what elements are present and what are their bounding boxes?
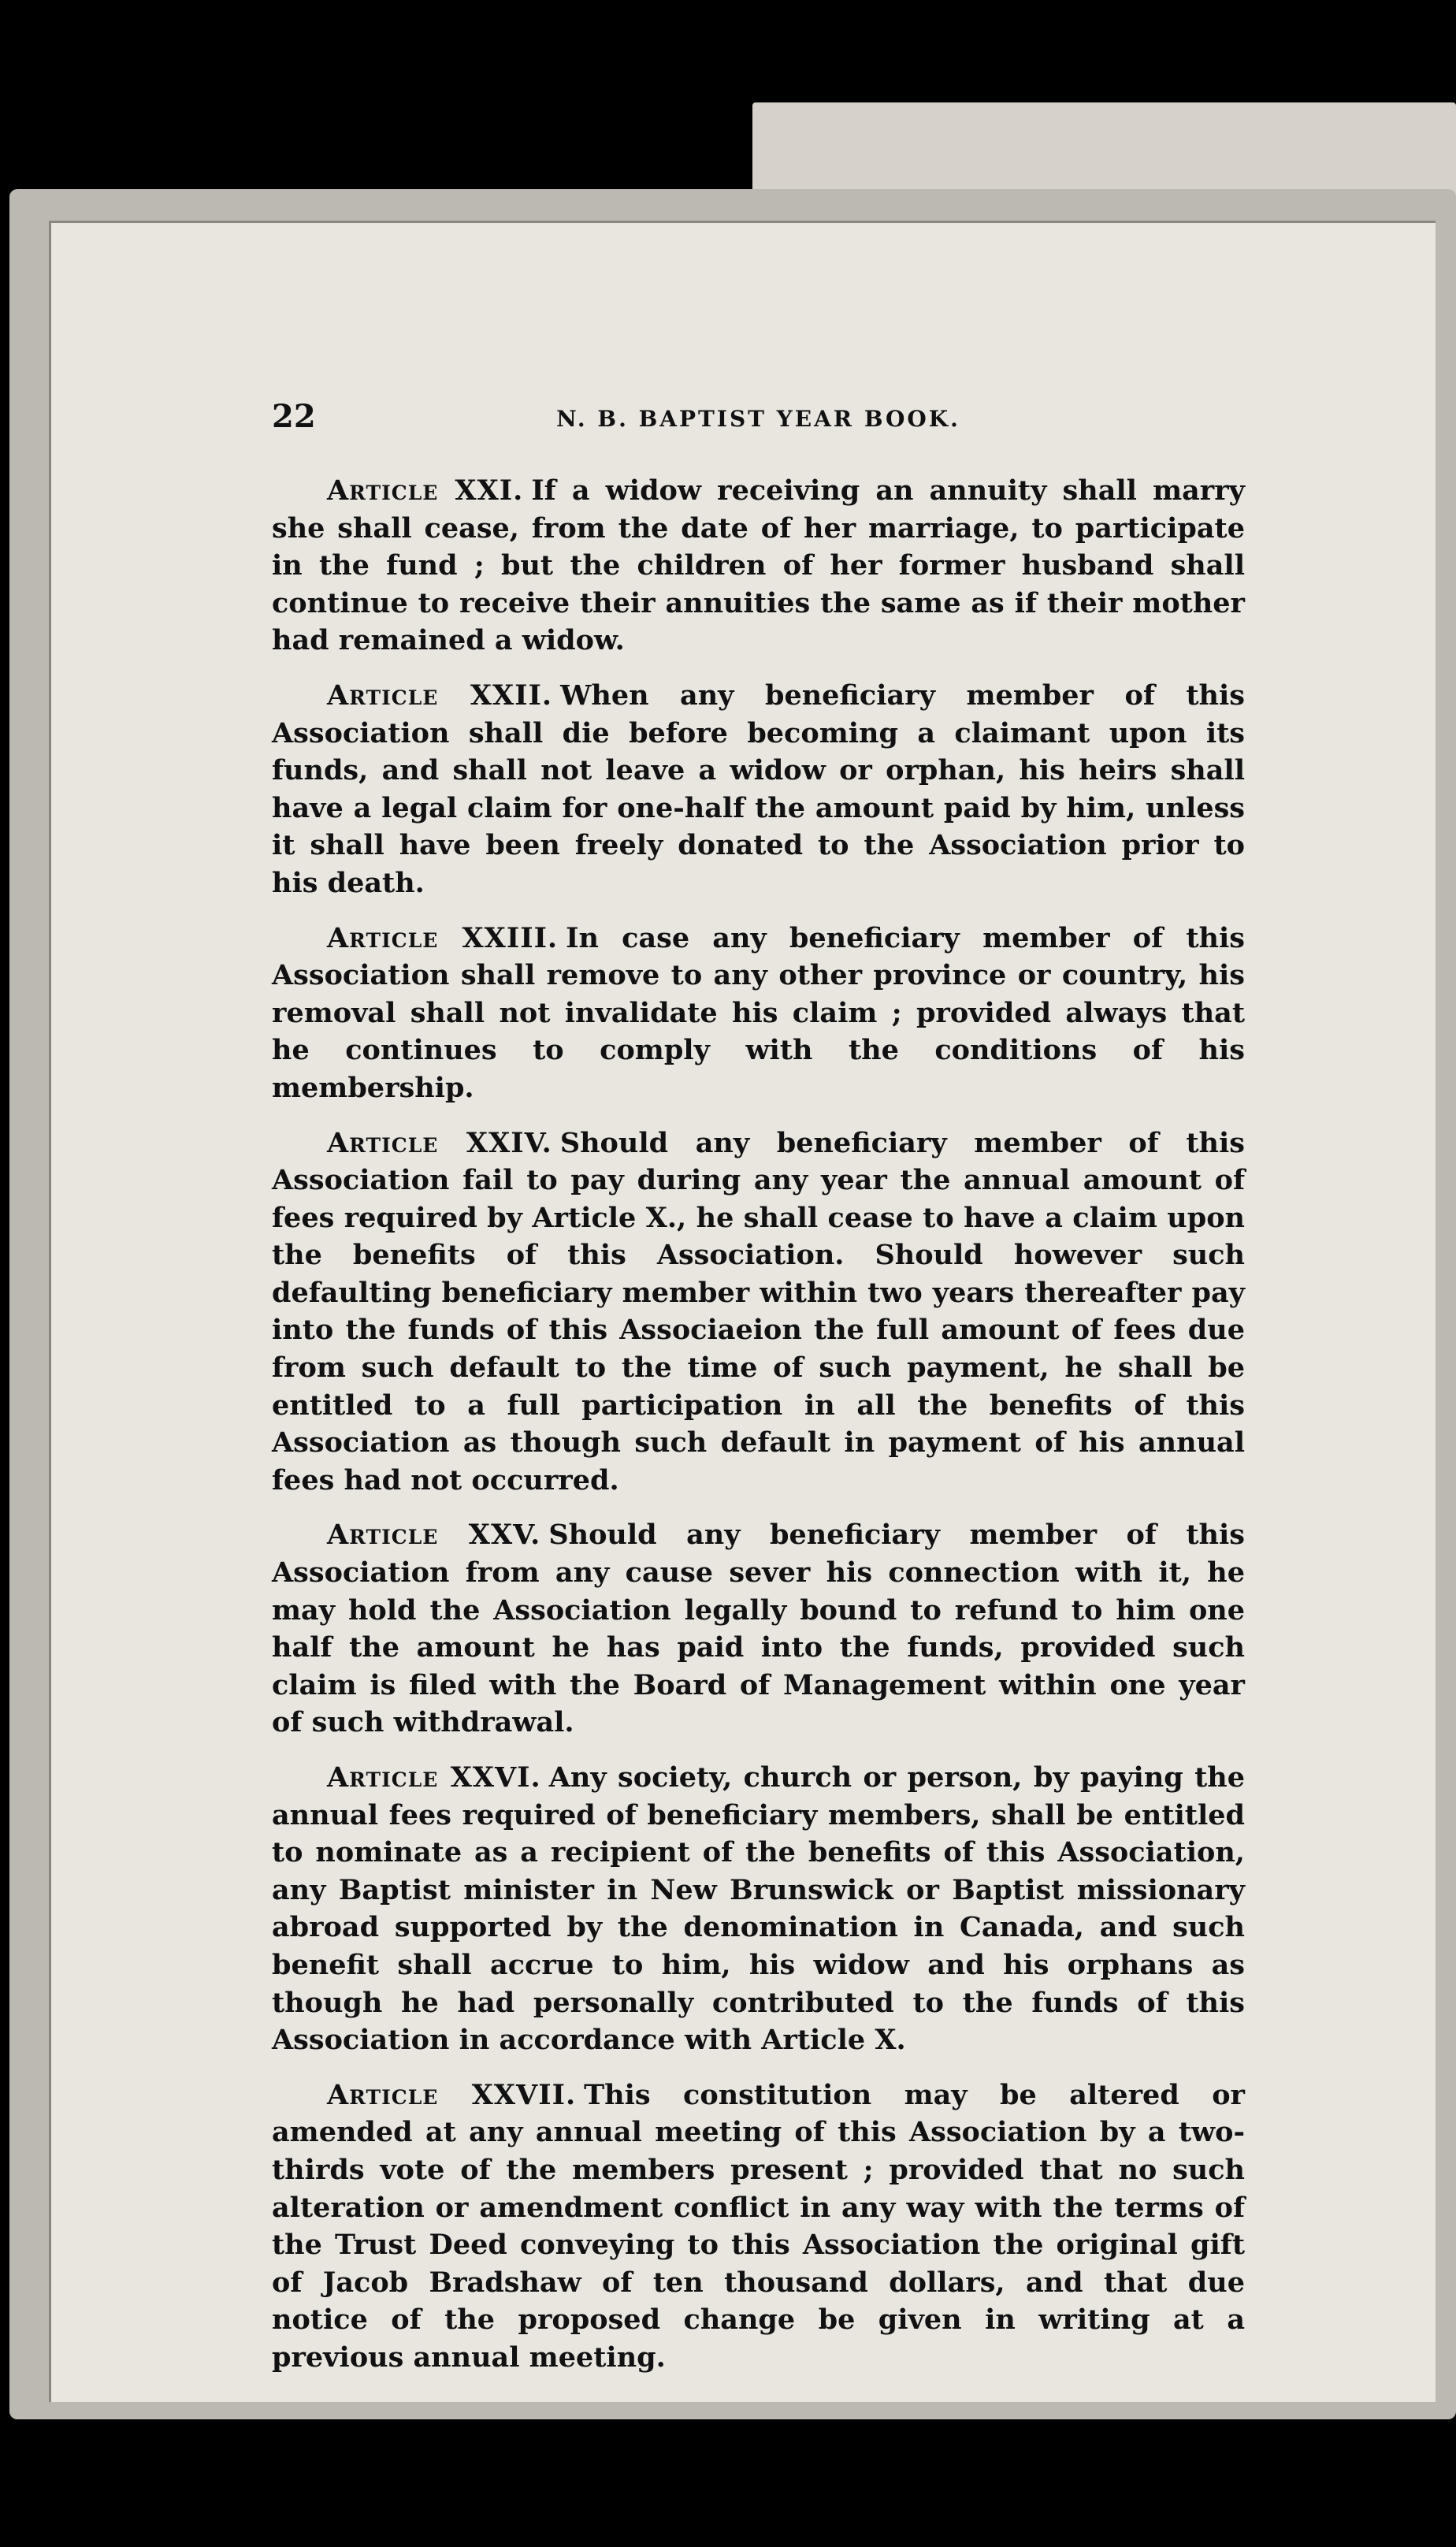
article-xxiv	[272, 1125, 1245, 1500]
article-xxii	[272, 677, 1245, 902]
article-label: Article XXVII.	[327, 2078, 577, 2111]
article-text: In case any beneficiary member of this Association shall remove to any other province or country, his removal shall not invalidate his claim ; provided always that he continues to comply with the conditions of his membership.	[272, 921, 1245, 1104]
page-number: 22	[272, 398, 316, 435]
article-label: Article XXV.	[327, 1519, 541, 1552]
running-head	[272, 398, 1245, 442]
article-text: When any beneficiary member of this Association shall die before becoming a claimant upon its funds, and shall not leave a widow or orphan, his heirs shall have a legal claim for one-half the amount paid by him, unless it shall have been freely donated to the Association prior to his death.	[272, 679, 1245, 899]
header-title: N. B. BAPTIST YEAR BOOK.	[556, 406, 960, 432]
article-text: Should any beneficiary member of this Association fail to pay during any year the annual amount of fees required by Article X., he shall cease to have a claim upon the benefits of this Association. Should however such defaulting beneficiary member within two years thereafter pay into the funds of this Associaeion the full amount of fees due from such default to the time of such payment, he shall be entitled to a full participation in all the benefits of this Association as though such default in payment of his annual fees had not occurred.	[272, 1126, 1245, 1497]
article-text: If a widow receiving an annuity shall marry she shall cease, from the date of her marriage, to participate in the fund ; but the children of her former husband shall continue to receive their annuities the same as if their mother had remained a widow.	[272, 474, 1246, 657]
page-content	[272, 398, 1245, 2394]
article-label: Article XXII.	[327, 679, 553, 712]
article-label: Article XXIII.	[327, 921, 559, 954]
article-label: Article XXVI.	[327, 1761, 541, 1794]
article-xxv	[272, 1516, 1245, 1742]
article-label: Article XXIV.	[327, 1126, 552, 1159]
article-text: Should any beneficiary member of this Association from any cause sever his connection with it, he may hold the Association legally bound to refund to him one half the amount he has paid into the funds, provided such claim is filed with the Board of Management within one year of such withdrawal.	[272, 1519, 1245, 1739]
article-label: Article XXI.	[327, 474, 524, 507]
article-xxi	[272, 472, 1245, 660]
article-xxvii	[272, 2077, 1245, 2377]
article-text: This constitution may be altered or amended at any annual meeting of this Association by a two-thirds vote of the members present ; provided that no such alteration or amendment conflict in any way with the terms of the Trust Deed conveying to this Association the original gift of Jacob Bradshaw of ten thousand dollars, and that due notice of the proposed change be given in writing at a previous annual meeting.	[272, 2078, 1245, 2374]
article-text: Any society, church or person, by paying the annual fees required of beneficiary members, shall be entitled to nominate as a recipient of the benefits of this Association, any Baptist minister in New Brunswick or Baptist missionary abroad supported by the denomination in Canada, and such benefit shall accrue to him, his widow and his orphans as though he had personally contributed to the funds of this Association in accordance with Article X.	[272, 1761, 1246, 2057]
article-xxvi	[272, 1759, 1245, 2059]
article-xxiii	[272, 920, 1245, 1107]
